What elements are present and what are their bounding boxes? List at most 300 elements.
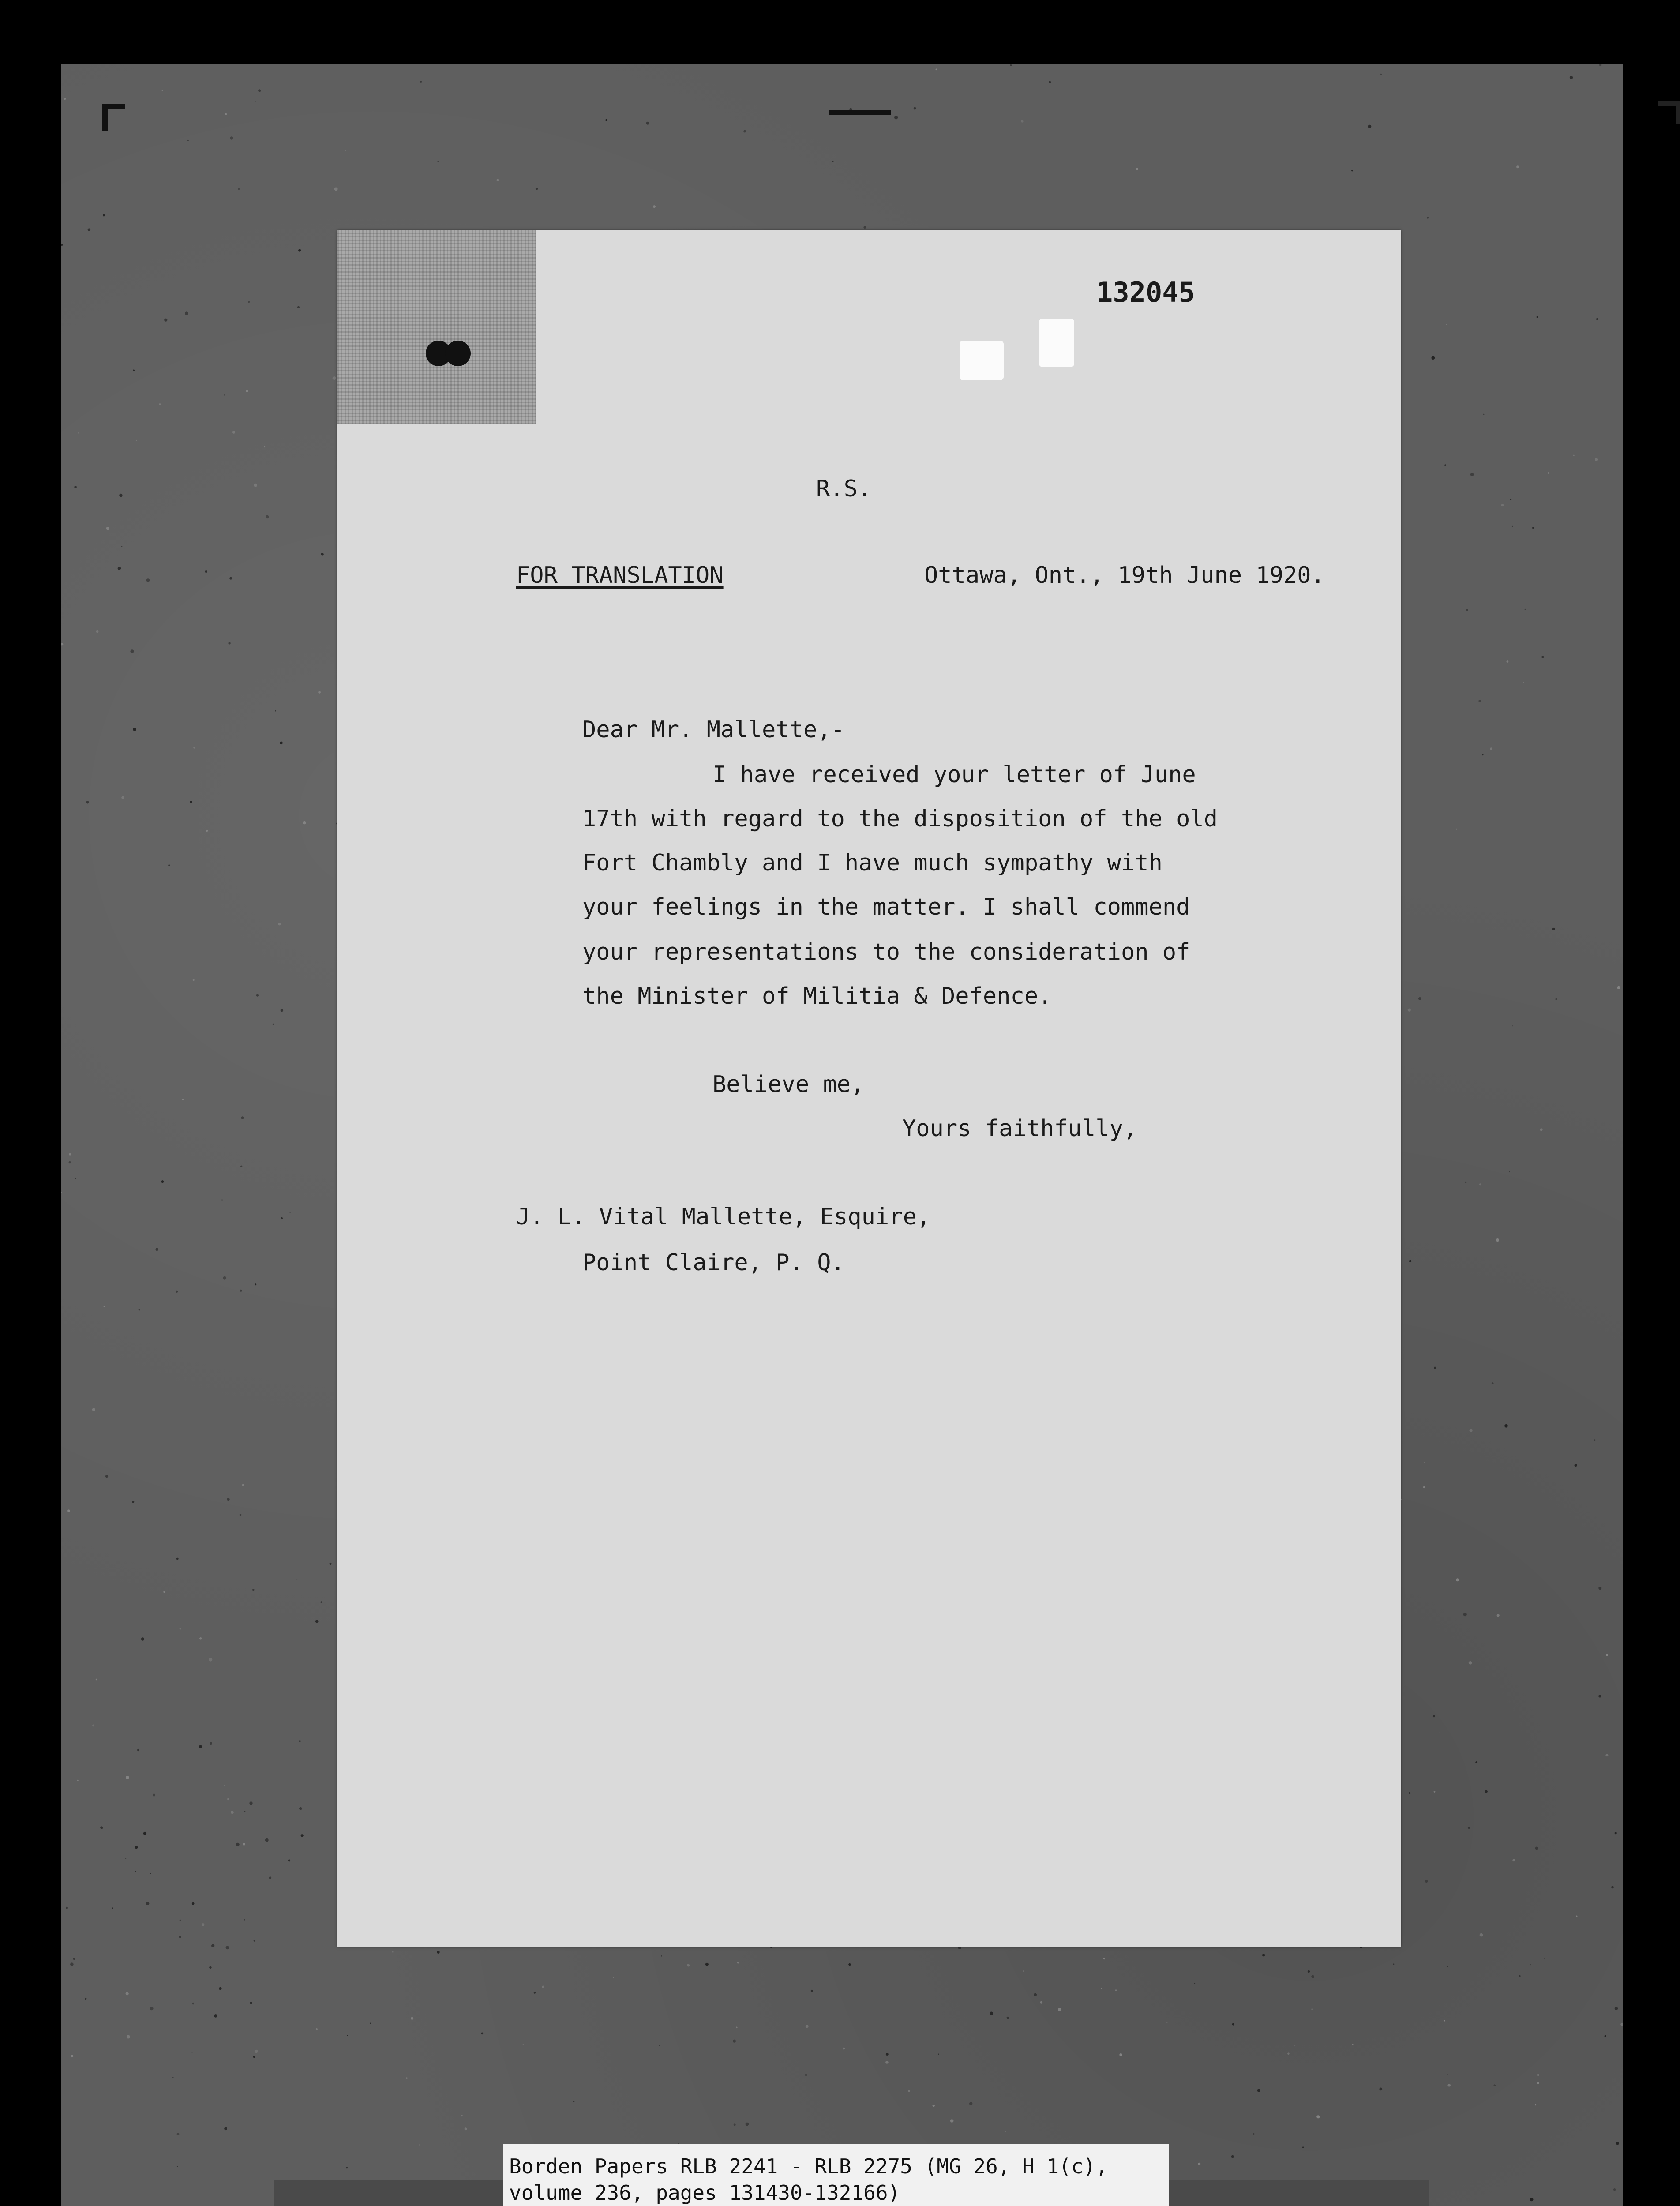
speckle-dot <box>705 1963 709 1966</box>
speckle-dot <box>1115 1989 1117 1991</box>
speckle-dot <box>243 1843 245 1846</box>
dateline: Ottawa, Ont., 19th June 1920. <box>924 562 1325 589</box>
speckle-dot <box>205 570 207 573</box>
speckle-dot <box>176 1291 178 1293</box>
body-line: your feelings in the matter. I shall commend <box>582 894 1190 920</box>
speckle-dot <box>1005 2131 1006 2132</box>
speckle-dot <box>886 2053 889 2056</box>
speckle-dot <box>70 1962 74 1966</box>
speckle-dot <box>370 2023 371 2024</box>
body-line: I have received your letter of June <box>712 762 1196 788</box>
speckle-dot <box>61 244 63 246</box>
speckle-dot <box>1616 2142 1619 2145</box>
speckle-dot <box>119 494 123 497</box>
speckle-dot <box>1573 455 1575 456</box>
translation-note: FOR TRANSLATION <box>516 562 724 589</box>
speckle-dot <box>224 2127 227 2130</box>
speckle-dot <box>252 1589 254 1591</box>
speckle-dot <box>1470 1429 1473 1432</box>
speckle-dot <box>77 1780 79 1781</box>
speckle-dot <box>653 205 656 208</box>
speckle-dot <box>299 1807 302 1810</box>
speckle-dot <box>1512 1025 1513 1026</box>
speckle-dot <box>438 161 439 162</box>
speckle-dot <box>1316 2115 1320 2118</box>
speckle-dot <box>347 2035 348 2036</box>
speckle-dot <box>130 649 134 653</box>
speckle-dot <box>199 1745 202 1748</box>
speckle-dot <box>1519 1975 1520 1977</box>
speckle-dot <box>320 1601 322 1603</box>
speckle-dot <box>1466 609 1468 611</box>
speckle-dot <box>256 994 259 997</box>
speckle-dot <box>1478 700 1481 702</box>
speckle-dot <box>224 1785 225 1786</box>
speckle-dot <box>159 403 161 405</box>
speckle-dot <box>238 188 240 190</box>
speckle-dot <box>848 1963 851 1966</box>
speckle-dot <box>68 1509 70 1512</box>
speckle-dot <box>1475 1761 1478 1763</box>
speckle-dot <box>1232 2023 1234 2026</box>
speckle-dot <box>1523 682 1524 683</box>
speckle-dot <box>210 1742 212 1745</box>
speckle-dot <box>92 1725 94 1727</box>
speckle-dot <box>1485 1790 1488 1793</box>
speckle-dot <box>73 1958 75 1960</box>
speckle-dot <box>254 1940 255 1942</box>
speckle-dot <box>1595 458 1598 461</box>
speckle-dot <box>100 1826 103 1829</box>
speckle-dot <box>334 188 338 191</box>
speckle-dot <box>437 1951 440 1954</box>
speckle-dot <box>1510 499 1511 500</box>
speckle-dot <box>1456 829 1457 830</box>
speckle-dot <box>86 801 89 803</box>
speckle-dot <box>185 311 188 315</box>
speckle-dot <box>936 69 938 71</box>
paper-tab <box>960 341 1004 380</box>
speckle-dot <box>1136 168 1138 170</box>
speckle-dot <box>1119 2053 1122 2056</box>
speckle-dot <box>244 1811 246 1812</box>
speckle-dot <box>1548 472 1549 474</box>
author-initials: R.S. <box>816 476 872 502</box>
speckle-dot <box>1351 170 1353 171</box>
speckle-dot <box>69 1161 71 1163</box>
speckle-dot <box>1418 997 1421 1000</box>
speckle-dot <box>1231 2155 1234 2158</box>
speckle-dot <box>190 801 192 803</box>
speckle-dot <box>1492 1382 1494 1384</box>
speckle-dot <box>1198 2163 1201 2165</box>
speckle-dot <box>465 2127 467 2130</box>
speckle-dot <box>297 306 300 308</box>
speckle-dot <box>146 578 150 582</box>
speckle-dot <box>1444 2020 1445 2021</box>
speckle-dot <box>180 1920 181 1921</box>
speckle-dot <box>71 2055 73 2057</box>
speckle-dot <box>249 1801 252 1805</box>
speckle-dot <box>1447 1966 1448 1967</box>
speckle-dot <box>646 122 649 125</box>
speckle-dot <box>92 1408 95 1411</box>
speckle-dot <box>78 432 80 434</box>
speckle-dot <box>908 2090 910 2092</box>
speckle-dot <box>125 1858 126 1859</box>
speckle-dot <box>280 742 283 745</box>
speckle-dot <box>321 553 323 555</box>
speckle-dot <box>1023 1970 1024 1971</box>
speckle-dot <box>74 486 77 488</box>
speckle-dot <box>1615 1832 1617 1834</box>
speckle-dot <box>1530 2198 1534 2201</box>
speckle-dot <box>132 1501 134 1503</box>
addressee-name: J. L. Vital Mallette, Esquire, <box>516 1204 931 1230</box>
speckle-dot <box>1540 1128 1542 1131</box>
speckle-dot <box>192 2003 194 2005</box>
speckle-dot <box>161 1180 164 1183</box>
speckle-dot <box>933 2105 935 2107</box>
speckle-dot <box>1532 527 1534 529</box>
speckle-dot <box>275 710 277 712</box>
frame-top-tick <box>829 110 891 115</box>
speckle-dot <box>1504 1424 1508 1428</box>
speckle-dot <box>206 830 208 832</box>
speckle-dot <box>419 2144 420 2146</box>
speckle-dot <box>127 2035 130 2039</box>
speckle-dot <box>1393 1963 1395 1965</box>
speckle-dot <box>1368 125 1372 128</box>
speckle-dot <box>202 1923 204 1926</box>
speckle-dot <box>806 2025 809 2028</box>
collection-label-line: volume 236, pages 131430-132166) <box>509 2181 900 2205</box>
salutation: Dear Mr. Mallette,- <box>582 717 845 743</box>
speckle-dot <box>1101 1988 1102 1989</box>
speckle-dot <box>733 2040 736 2043</box>
document-number: 132045 <box>1096 276 1195 308</box>
speckle-dot <box>333 376 336 380</box>
speckle-dot <box>64 98 66 100</box>
collection-label-line: Borden Papers RLB 2241 - RLB 2275 (MG 26, H 1(c), <box>509 2154 1108 2178</box>
speckle-dot <box>1379 2088 1382 2091</box>
speckle-dot <box>61 1192 62 1193</box>
speckle-dot <box>1594 1439 1596 1441</box>
speckle-dot <box>219 1987 221 1990</box>
speckle-dot <box>734 2123 736 2126</box>
speckle-dot <box>1194 1983 1195 1984</box>
closing-believe-me: Believe me, <box>712 1071 865 1098</box>
speckle-dot <box>176 1558 179 1560</box>
speckle-dot <box>103 214 105 217</box>
speckle-dot <box>950 2119 954 2123</box>
speckle-dot <box>1611 1886 1614 1889</box>
speckle-dot <box>914 107 916 110</box>
speckle-dot <box>1380 74 1382 75</box>
speckle-dot <box>1570 76 1573 79</box>
speckle-dot <box>1423 1486 1425 1488</box>
speckle-dot <box>269 1876 272 1879</box>
speckle-dot <box>1620 2023 1623 2026</box>
speckle-dot <box>303 821 306 825</box>
speckle-dot <box>126 1992 129 1995</box>
speckle-dot <box>1049 81 1051 83</box>
speckle-dot <box>69 1153 71 1156</box>
speckle-dot <box>299 1740 301 1742</box>
speckle-dot <box>255 1283 256 1285</box>
speckle-dot <box>406 2077 408 2079</box>
speckle-dot <box>146 1902 150 1905</box>
speckle-dot <box>226 1946 229 1950</box>
letter-page <box>338 230 1401 1947</box>
speckle-dot <box>534 1992 536 1994</box>
speckle-dot <box>1434 1367 1436 1369</box>
speckle-dot <box>1482 754 1484 755</box>
speckle-dot <box>1456 1578 1459 1581</box>
speckle-dot <box>605 119 608 121</box>
speckle-dot <box>227 1798 229 1800</box>
speckle-dot <box>832 161 833 162</box>
speckle-dot <box>228 642 230 644</box>
speckle-dot <box>1409 1792 1410 1794</box>
speckle-dot <box>318 691 321 694</box>
speckle-dot <box>162 90 163 91</box>
speckle-dot <box>133 728 136 731</box>
speckle-dot <box>248 301 250 303</box>
speckle-dot <box>96 1679 97 1680</box>
speckle-dot <box>1352 2044 1354 2045</box>
speckle-dot <box>885 2061 889 2064</box>
speckle-dot <box>1021 120 1023 122</box>
speckle-dot <box>843 2048 845 2050</box>
speckle-dot <box>112 1907 113 1909</box>
speckle-dot <box>224 394 225 395</box>
speckle-dot <box>264 446 265 447</box>
speckle-dot <box>1469 1661 1472 1665</box>
speckle-dot <box>254 484 257 487</box>
speckle-dot <box>1479 1183 1481 1185</box>
speckle-dot <box>227 1498 230 1501</box>
speckle-dot <box>177 2166 178 2167</box>
speckle-dot <box>661 1955 662 1956</box>
speckle-dot <box>1605 2035 1606 2037</box>
speckle-dot <box>1427 217 1429 218</box>
speckle-dot <box>1010 64 1012 66</box>
speckle-dot <box>281 1009 284 1012</box>
speckle-dot <box>1425 1880 1428 1883</box>
speckle-dot <box>1576 1916 1577 1917</box>
body-line: Fort Chambly and I have much sympathy with <box>582 850 1162 876</box>
speckle-dot <box>1434 1791 1436 1793</box>
speckle-dot <box>118 567 121 570</box>
speckle-dot <box>1257 2089 1260 2092</box>
speckle-dot <box>1308 1970 1310 1973</box>
speckle-dot <box>1058 2008 1061 2011</box>
speckle-dot <box>1409 1260 1411 1262</box>
body-line: your representations to the consideration of <box>582 939 1190 965</box>
speckle-dot <box>461 2115 463 2116</box>
speckle-dot <box>121 546 122 547</box>
speckle-dot <box>231 1811 234 1814</box>
speckle-dot <box>209 1658 212 1662</box>
speckle-dot <box>481 2033 483 2035</box>
speckle-dot <box>1525 609 1526 610</box>
speckle-dot <box>743 130 746 133</box>
speckle-dot <box>1497 1614 1500 1617</box>
speckle-dot <box>193 747 195 749</box>
speckle-dot <box>225 113 227 115</box>
speckle-dot <box>1040 2001 1042 2004</box>
speckle-dot <box>104 1306 105 1307</box>
speckle-dot <box>1596 318 1598 320</box>
speckle-dot <box>137 1749 139 1751</box>
speckle-dot <box>1617 986 1620 989</box>
speckle-dot <box>1512 526 1513 527</box>
speckle-dot <box>990 2012 993 2015</box>
speckle-dot <box>1431 356 1435 360</box>
speckle-dot <box>139 1309 140 1311</box>
speckle-dot <box>244 1919 245 1920</box>
speckle-dot <box>96 630 99 633</box>
speckle-dot <box>1287 2052 1290 2055</box>
speckle-dot <box>223 1276 226 1280</box>
speckle-dot <box>281 1217 283 1219</box>
speckle-dot <box>1537 316 1538 318</box>
speckle-dot <box>1490 747 1492 750</box>
speckle-dot <box>241 1116 244 1119</box>
fabric-swatch <box>338 230 536 424</box>
speckle-dot <box>1470 473 1474 476</box>
speckle-dot <box>1598 1587 1601 1590</box>
speckle-dot <box>172 2077 174 2078</box>
speckle-dot <box>88 228 90 231</box>
speckle-dot <box>1598 1695 1601 1697</box>
speckle-dot <box>1544 1958 1545 1959</box>
speckle-dot <box>1433 1715 1435 1717</box>
speckle-dot <box>1424 1462 1425 1463</box>
speckle-dot <box>193 979 195 981</box>
speckle-dot <box>180 1628 181 1630</box>
speckle-dot <box>1253 2133 1254 2135</box>
speckle-dot <box>236 1843 240 1846</box>
collection-label <box>503 2144 1169 2206</box>
speckle-dot <box>156 1248 159 1251</box>
speckle-dot <box>863 226 866 229</box>
speckle-dot <box>329 1563 331 1565</box>
frame-right-tick <box>1658 101 1680 124</box>
speckle-dot <box>105 1475 108 1478</box>
speckle-dot <box>1494 2084 1496 2086</box>
speckle-dot <box>345 150 346 151</box>
speckle-dot <box>1575 1464 1577 1467</box>
speckle-dot <box>496 179 499 181</box>
speckle-dot <box>66 1907 68 1909</box>
speckle-dot <box>188 140 189 141</box>
speckle-dot <box>736 2027 738 2029</box>
body-line: the Minister of Militia & Defence. <box>582 983 1052 1009</box>
speckle-dot <box>288 1859 290 1861</box>
speckle-dot <box>150 1873 151 1874</box>
speckle-dot <box>542 1986 544 1988</box>
speckle-dot <box>182 1099 184 1100</box>
speckle-dot <box>573 2101 575 2102</box>
speckle-dot <box>153 1794 155 1797</box>
speckle-dot <box>141 1637 144 1640</box>
speckle-dot <box>253 2056 255 2058</box>
speckle-dot <box>168 864 170 866</box>
speckle-dot <box>1448 2084 1451 2087</box>
speckle-dot <box>613 1977 614 1978</box>
speckle-dot <box>737 1962 739 1964</box>
hole-punch-icon <box>426 341 479 367</box>
speckle-dot <box>1262 1954 1265 1956</box>
speckle-dot <box>255 2050 258 2053</box>
speckle-dot <box>240 1166 242 1167</box>
speckle-dot <box>199 1637 202 1640</box>
speckle-dot <box>106 527 109 530</box>
speckle-dot <box>211 1944 214 1947</box>
speckle-dot <box>746 2123 749 2126</box>
speckle-dot <box>273 1024 274 1025</box>
speckle-dot <box>240 1514 242 1516</box>
speckle-dot <box>315 1620 319 1623</box>
speckle-dot <box>135 1846 138 1849</box>
speckle-dot <box>1541 656 1544 658</box>
speckle-dot <box>214 2014 218 2018</box>
speckle-dot <box>1034 1993 1037 1996</box>
speckle-dot <box>301 1834 304 1837</box>
addressee-location: Point Claire, P. Q. <box>582 1249 845 1276</box>
speckle-dot <box>246 390 248 393</box>
frame-corner-mark <box>102 104 125 131</box>
speckle-dot <box>1468 1827 1470 1829</box>
speckle-dot <box>1447 2074 1448 2075</box>
speckle-dot <box>1516 165 1519 168</box>
speckle-dot <box>523 2044 524 2045</box>
speckle-dot <box>258 89 261 92</box>
speckle-dot <box>805 2074 807 2076</box>
speckle-dot <box>1537 2082 1539 2084</box>
speckle-dot <box>240 1290 242 1292</box>
speckle-dot <box>266 515 269 519</box>
speckle-dot <box>316 2028 318 2030</box>
speckle-dot <box>1530 1964 1531 1966</box>
speckle-dot <box>121 796 124 799</box>
speckle-dot <box>1501 504 1504 506</box>
speckle-dot <box>192 1902 195 1905</box>
speckle-dot <box>143 1832 146 1835</box>
speckle-dot <box>1311 1975 1314 1978</box>
speckle-dot <box>1615 2007 1618 2010</box>
speckle-dot <box>1465 1182 1466 1183</box>
speckle-dot <box>85 1998 86 2000</box>
speckle-dot <box>1496 1238 1499 1242</box>
speckle-dot <box>1480 1933 1483 1937</box>
speckle-dot <box>1408 1009 1411 1012</box>
speckle-dot <box>1483 414 1484 415</box>
speckle-dot <box>179 1936 181 1938</box>
speckle-dot <box>164 319 167 322</box>
speckle-dot <box>229 577 232 580</box>
speckle-dot <box>1166 2022 1167 2023</box>
speckle-dot <box>969 2102 972 2105</box>
speckle-dot <box>298 249 301 252</box>
speckle-dot <box>1613 2188 1616 2191</box>
speckle-dot <box>1312 2008 1313 2010</box>
speckle-dot <box>1538 2074 1539 2076</box>
speckle-dot <box>1605 1754 1608 1756</box>
speckle-dot <box>811 1990 813 1992</box>
